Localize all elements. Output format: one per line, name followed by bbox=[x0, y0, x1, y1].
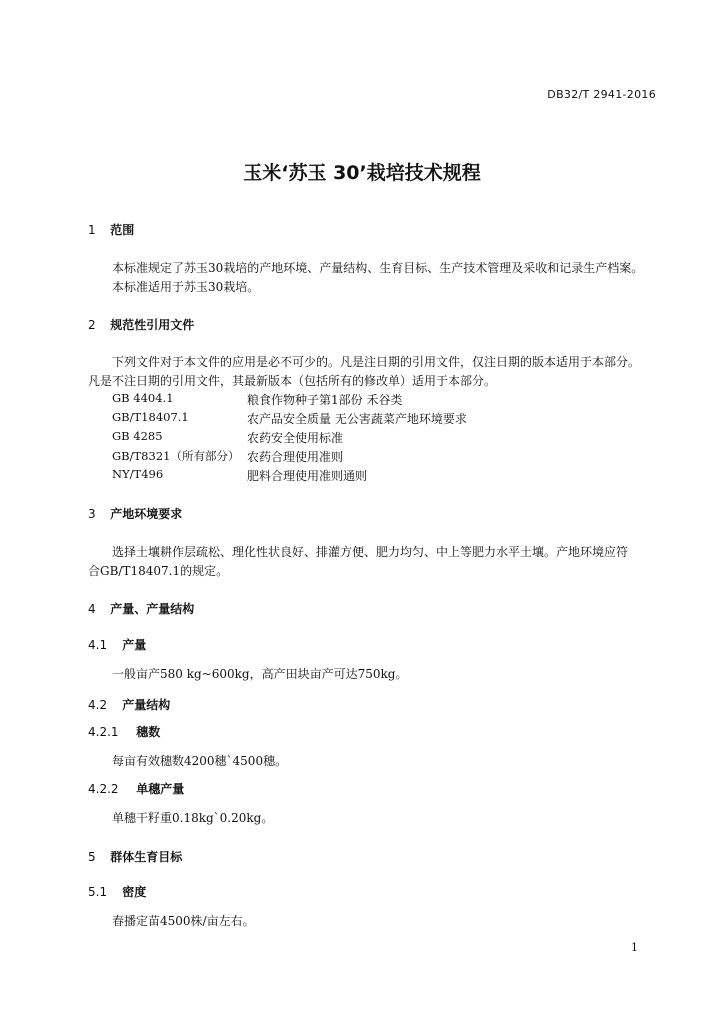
section-number: 5.1 bbox=[88, 885, 108, 899]
section-number: 4.1 bbox=[88, 638, 108, 652]
section-number: 3 bbox=[88, 507, 96, 521]
section-title: 产量、产量结构 bbox=[110, 602, 195, 616]
section-2-heading bbox=[88, 316, 194, 333]
reference-code: GB 4285 bbox=[112, 429, 163, 443]
section-5-1-paragraph: 春播定苗4500株/亩左右。 bbox=[112, 914, 255, 928]
section-4-heading bbox=[88, 600, 194, 617]
section-3-paragraph-line-2: 合GB/T18407.1的规定。 bbox=[88, 564, 229, 578]
section-1-paragraph-1: 本标准规定了苏玉30栽培的产地环境、产量结构、生育目标、生产技术管理及采收和记录生产档案。 bbox=[112, 261, 644, 275]
reference-title: 农药合理使用准则 bbox=[247, 450, 344, 464]
section-3-heading bbox=[88, 505, 182, 522]
section-number: 4.2.1 bbox=[88, 725, 119, 739]
section-number: 4.2.2 bbox=[88, 782, 119, 796]
section-3-paragraph-line-1: 选择土壤耕作层疏松、理化性状良好、排灌方便、肥力均匀、中上等肥力水平土壤。产地环境应符 bbox=[112, 545, 629, 559]
reference-title: 肥料合理使用准则通则 bbox=[247, 469, 368, 483]
section-title: 产量结构 bbox=[122, 698, 171, 712]
section-title: 密度 bbox=[122, 885, 147, 899]
section-title: 穗数 bbox=[136, 725, 161, 739]
section-5-1-heading bbox=[88, 883, 146, 900]
section-title: 群体生育目标 bbox=[110, 850, 183, 864]
section-number: 1 bbox=[88, 223, 96, 237]
document-title: 玉米‘苏玉 30’栽培技术规程 bbox=[243, 162, 481, 184]
section-number: 5 bbox=[88, 850, 96, 864]
section-4-2-2-paragraph: 单穗干籽重0.18kg`0.20kg。 bbox=[112, 811, 274, 825]
section-number: 2 bbox=[88, 318, 96, 332]
section-title: 产地环境要求 bbox=[110, 507, 183, 521]
section-number: 4.2 bbox=[88, 698, 108, 712]
reference-code: GB 4404.1 bbox=[112, 391, 174, 405]
section-1-heading bbox=[88, 221, 134, 238]
section-4-1-paragraph: 一般亩产580 kg~600kg，高产田块亩产可达750kg。 bbox=[112, 667, 408, 681]
section-title: 范围 bbox=[110, 223, 135, 237]
reference-code: GB/T8321（所有部分） bbox=[112, 449, 240, 463]
section-5-heading bbox=[88, 848, 182, 865]
page-number: 1 bbox=[631, 941, 638, 954]
section-4-2-1-paragraph: 每亩有效穗数4200穗`4500穗。 bbox=[112, 754, 288, 768]
reference-title: 农药安全使用标准 bbox=[247, 431, 344, 445]
section-number: 4 bbox=[88, 602, 96, 616]
section-title: 规范性引用文件 bbox=[110, 318, 195, 332]
section-2-paragraph-line-1: 下列文件对于本文件的应用是必不可少的。凡是注日期的引用文件，仅注日期的版本适用于本部分。 bbox=[112, 355, 641, 369]
section-2-paragraph-line-2: 凡是不注日期的引用文件，其最新版本（包括所有的修改单）适用于本部分。 bbox=[88, 374, 497, 388]
section-4-1-heading bbox=[88, 636, 146, 653]
section-4-2-1-heading bbox=[88, 723, 160, 740]
document-code: DB32/T 2941-2016 bbox=[547, 88, 656, 101]
section-1-paragraph-2: 本标准适用于苏玉30栽培。 bbox=[112, 280, 260, 294]
section-title: 单穗产量 bbox=[136, 782, 185, 796]
reference-title: 粮食作物种子第1部份 禾谷类 bbox=[247, 393, 403, 407]
section-4-2-heading bbox=[88, 696, 170, 713]
reference-code: NY/T496 bbox=[112, 467, 164, 481]
reference-code: GB/T18407.1 bbox=[112, 410, 189, 424]
section-4-2-2-heading bbox=[88, 780, 184, 797]
section-title: 产量 bbox=[122, 638, 147, 652]
reference-title: 农产品安全质量 无公害蔬菜产地环境要求 bbox=[247, 412, 467, 426]
